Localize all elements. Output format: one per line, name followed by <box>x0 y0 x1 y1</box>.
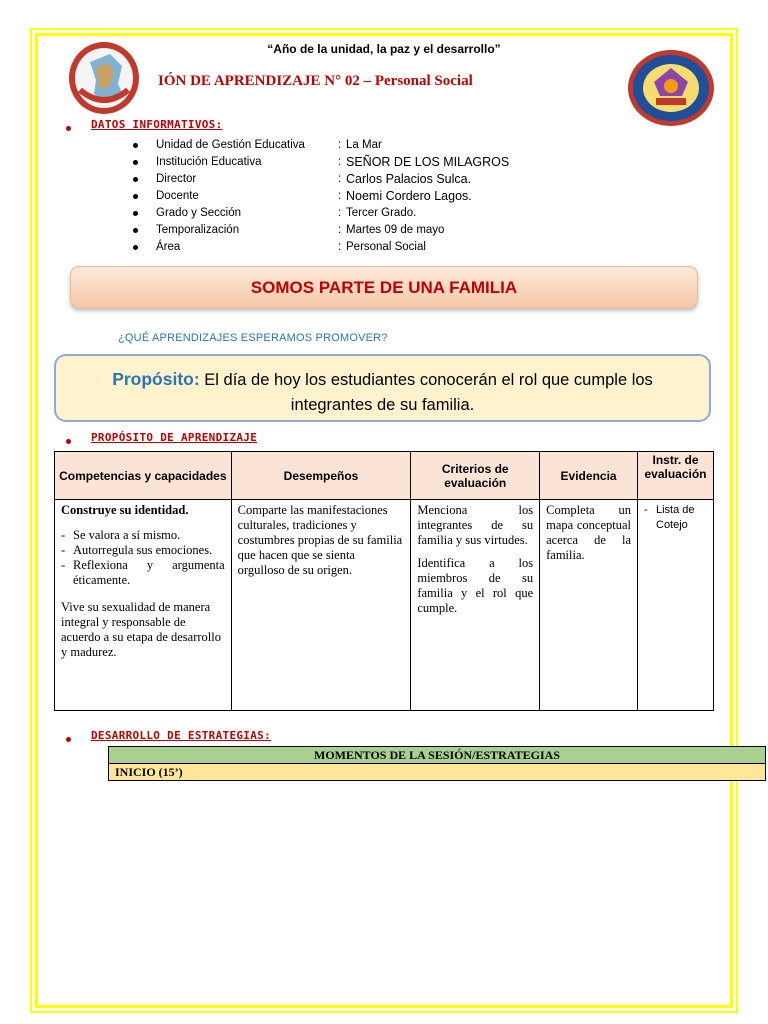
info-value: Noemi Cordero Lagos. <box>346 189 472 203</box>
strategies-header: MOMENTOS DE LA SESIÓN/ESTRATEGIAS <box>109 747 766 764</box>
cell-competencias <box>55 500 232 711</box>
cell-evidencia <box>540 500 638 711</box>
info-label: Director <box>156 173 197 185</box>
info-colon: : <box>338 173 342 185</box>
list-bullet <box>133 160 138 165</box>
section-bullet <box>66 126 71 131</box>
info-row-temporalizacion <box>130 222 630 239</box>
info-value: Tercer Grado. <box>346 207 417 219</box>
desarrollo-estrategias-heading: DESARROLLO DE ESTRATEGIAS: <box>91 729 271 742</box>
section-bullet <box>66 439 71 444</box>
session-title: IÓN DE APRENDIZAJE N° 02 – Personal Social <box>158 73 473 89</box>
list-bullet <box>133 245 138 250</box>
col-header-desempenos: Desempeños <box>231 452 411 500</box>
info-row-director <box>130 171 630 188</box>
purpose-label: Propósito: <box>112 369 200 389</box>
ugel-la-mar-logo <box>626 48 716 128</box>
list-bullet <box>133 143 138 148</box>
info-colon: : <box>338 207 342 219</box>
info-row-docente <box>130 188 630 205</box>
regional-government-logo <box>66 40 142 116</box>
strategies-table <box>108 746 766 781</box>
instrumento-text: - Lista de Cotejo <box>644 503 707 533</box>
cell-criterios <box>411 500 540 711</box>
purpose-line-1 <box>56 367 709 393</box>
cell-instrumento <box>638 500 714 711</box>
criterio-item: Menciona los integrantes de su familia y sus virtudes. <box>417 503 534 547</box>
purpose-box <box>54 354 711 422</box>
session-banner <box>70 266 698 308</box>
motto: “Año de la unidad, la paz y el desarrollo” <box>267 42 501 56</box>
evidencia-text: Completa un mapa conceptual acerca de la familia. <box>546 503 631 562</box>
purpose-text-2: integrantes de su familia. <box>290 396 475 414</box>
info-label: Grado y Sección <box>156 207 242 219</box>
info-value: Personal Social <box>346 241 426 253</box>
question-heading: ¿QUÉ APRENDIZAJES ESPERAMOS PROMOVER? <box>118 332 388 344</box>
cell-desempenos <box>231 500 411 711</box>
info-value: SEÑOR DE LOS MILAGROS <box>346 155 510 169</box>
table-row <box>55 500 714 711</box>
datos-informativos-heading: DATOS INFORMATIVOS: <box>91 118 223 131</box>
capacidad-item: - Se valora a sí mismo. <box>61 528 225 543</box>
info-colon: : <box>338 190 342 202</box>
info-label: Temporalización <box>156 224 240 236</box>
section-bullet <box>66 737 71 742</box>
capacidad-item: - Autorregula sus emociones. <box>61 543 225 558</box>
info-label: Institución Educativa <box>156 156 262 168</box>
criterio-item: Identifica a los miembros de su familia y el rol que cumple. <box>417 556 534 615</box>
list-bullet <box>133 194 138 199</box>
proposito-aprendizaje-heading: PROPÓSITO DE APRENDIZAJE <box>91 431 258 444</box>
info-colon: : <box>338 139 342 151</box>
list-bullet <box>133 228 138 233</box>
col-header-evidencia: Evidencia <box>540 452 638 500</box>
col-header-criterios: Criterios de evaluación <box>411 452 540 500</box>
info-value: La Mar <box>346 139 382 151</box>
col-header-competencias: Competencias y capacidades <box>55 452 232 500</box>
info-label: Docente <box>156 190 199 202</box>
info-row-grado <box>130 205 630 222</box>
info-colon: : <box>338 241 342 253</box>
info-value: Martes 09 de mayo <box>346 224 445 236</box>
info-label: Unidad de Gestión Educativa <box>156 139 305 151</box>
col-header-instrumento: Instr. de evaluación <box>638 452 714 500</box>
inicio-label: INICIO (15’) <box>109 764 766 781</box>
strategies-inicio-row <box>109 764 766 781</box>
list-bullet <box>133 211 138 216</box>
learning-table <box>54 451 714 711</box>
info-label: Área <box>156 241 181 253</box>
info-colon: : <box>338 156 342 168</box>
desempeno-text: Comparte las manifestaciones culturales, tradiciones y costumbres propias de su familia que hacen que se sienta orgulloso de su origen. <box>237 503 403 577</box>
info-row-institucion <box>130 154 630 171</box>
info-row-ugel <box>130 137 630 154</box>
list-bullet <box>133 177 138 182</box>
strategies-header-row <box>109 747 766 764</box>
capacidad-item: - Reflexiona y argumenta éticamente. <box>61 558 225 588</box>
purpose-text-1: El día de hoy los estudiantes conocerán el rol que cumple los <box>199 371 653 389</box>
table-header-row <box>55 452 714 500</box>
info-row-area <box>130 239 630 256</box>
info-value: Carlos Palacios Sulca. <box>346 172 472 186</box>
info-list <box>130 137 630 256</box>
competencia-extra: Vive su sexualidad de manera integral y responsable de acuerdo a su etapa de desarrollo y madurez. <box>61 600 221 659</box>
info-colon: : <box>338 224 342 236</box>
banner-title: SOMOS PARTE DE UNA FAMILIA <box>250 278 518 297</box>
competencia-title: Construye su identidad. <box>61 503 189 517</box>
